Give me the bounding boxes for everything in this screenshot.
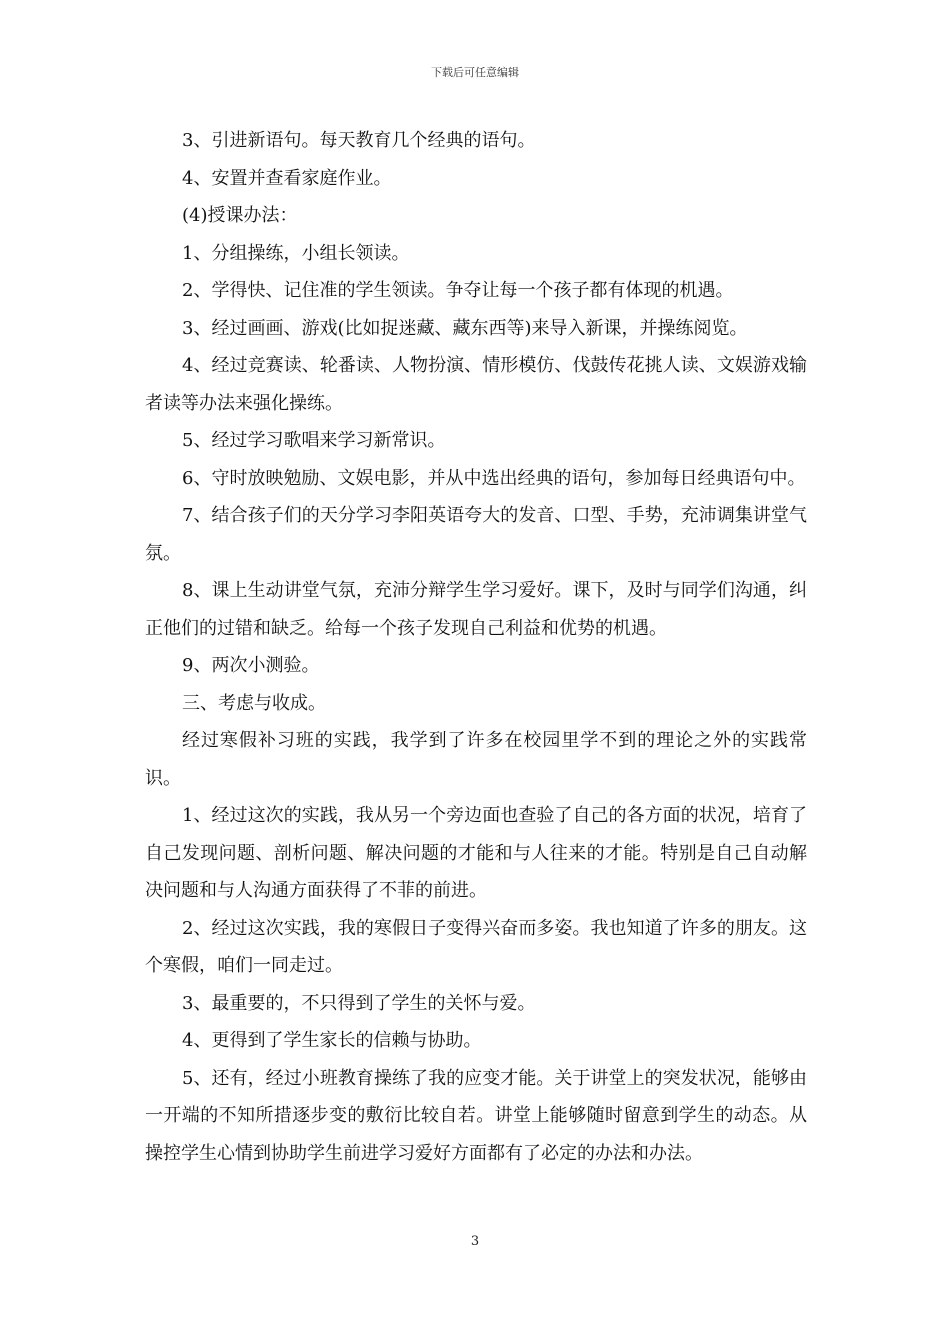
paragraph: 经过寒假补习班的实践，我学到了许多在校园里学不到的理论之外的实践常识。 [145, 730, 807, 789]
paragraph: 3、经过画画、游戏(比如捉迷藏、藏东西等)来导入新课，并操练阅览。 [182, 317, 748, 339]
paragraph: 3、最重要的，不只得到了学生的关怀与爱。 [182, 992, 536, 1014]
paragraph: 7、结合孩子们的天分学习李阳英语夸大的发音、口型、手势，充沛调集讲堂气氛。 [145, 505, 807, 564]
section-heading: (4)授课办法： [182, 205, 298, 226]
paragraph: 3、引进新语句。每天教育几个经典的语句。 [182, 130, 536, 151]
paragraph: 5、还有，经过小班教育操练了我的应变才能。关于讲堂上的突发状况，能够由一开端的不知所措逐步变的敷衍比较自若。讲堂上能够随时留意到学生的动态。从操控学生心情到协助学生前进学习爱好方面都有了必定的办法和办法。 [145, 1067, 807, 1164]
paragraph: 8、课上生动讲堂气氛，充沛分辩学生学习爱好。课下，及时与同学们沟通，纠正他们的过错和缺乏。给每一个孩子发现自己利益和优势的机遇。 [145, 580, 807, 639]
paragraph: 1、分组操练，小组长领读。 [182, 242, 410, 264]
paragraph: 6、守时放映勉励、文娱电影，并从中选出经典的语句，参加每日经典语句中。 [182, 467, 806, 489]
document-body [145, 122, 807, 1172]
paragraph: 1、经过这次的实践，我从另一个旁边面也查验了自己的各方面的状况，培育了自己发现问题、剖析问题、解决问题的才能和与人往来的才能。特别是自己自动解决问题和与人沟通方面获得了不菲的前进。 [145, 805, 807, 901]
paragraph: 5、经过学习歌唱来学习新常识。 [182, 430, 446, 451]
page-number: 3 [470, 1234, 480, 1249]
paragraph: 4、经过竞赛读、轮番读、人物扮演、情形模仿、伐鼓传花挑人读、文娱游戏输者读等办法来强化操练。 [145, 355, 807, 414]
paragraph: 2、经过这次实践，我的寒假日子变得兴奋而多姿。我也知道了许多的朋友。这个寒假，咱们一同走过。 [145, 917, 807, 976]
paragraph: 9、两次小测验。 [182, 655, 320, 676]
section-heading: 三、考虑与收成。 [182, 692, 326, 714]
paragraph: 4、安置并查看家庭作业。 [182, 167, 392, 189]
paragraph: 4、更得到了学生家长的信赖与协助。 [182, 1030, 482, 1051]
page-header: 下载后可任意编辑 [431, 66, 519, 79]
paragraph: 2、学得快、记住准的学生领读。争夺让每一个孩子都有体现的机遇。 [182, 280, 734, 301]
